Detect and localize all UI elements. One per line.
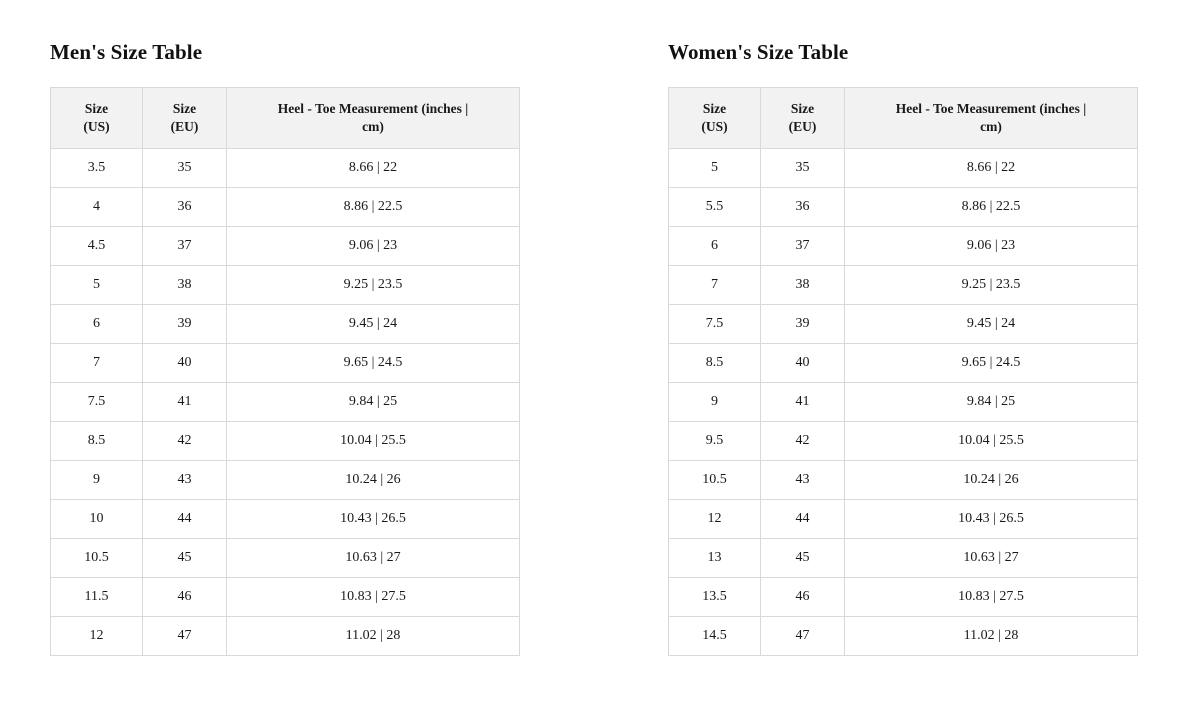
table-row	[669, 422, 1138, 461]
cell-size-us: 12	[669, 500, 761, 539]
cell-measurement: 10.63 | 27	[845, 539, 1138, 578]
cell-size-eu: 42	[761, 422, 845, 461]
cell-size-eu: 47	[761, 617, 845, 656]
cell-size-us: 10.5	[669, 461, 761, 500]
cell-size-eu: 38	[143, 266, 227, 305]
table-row	[669, 578, 1138, 617]
womens-table-head	[669, 88, 1138, 149]
table-row	[51, 383, 520, 422]
table-row	[51, 227, 520, 266]
cell-size-eu: 39	[761, 305, 845, 344]
cell-size-us: 6	[51, 305, 143, 344]
cell-size-eu: 45	[143, 539, 227, 578]
cell-size-eu: 42	[143, 422, 227, 461]
cell-size-eu: 37	[143, 227, 227, 266]
cell-measurement: 10.04 | 25.5	[845, 422, 1138, 461]
cell-size-us: 7.5	[51, 383, 143, 422]
cell-size-us: 9.5	[669, 422, 761, 461]
cell-size-us: 4	[51, 188, 143, 227]
mens-table-head	[51, 88, 520, 149]
table-row	[669, 344, 1138, 383]
cell-measurement: 8.66 | 22	[845, 149, 1138, 188]
table-row	[51, 344, 520, 383]
cell-size-eu: 35	[761, 149, 845, 188]
cell-size-us: 5	[51, 266, 143, 305]
table-row	[51, 149, 520, 188]
table-row	[669, 305, 1138, 344]
header-line-2: (EU)	[788, 119, 817, 135]
column-header-heel-toe-measurement	[227, 88, 520, 149]
table-row	[669, 539, 1138, 578]
header-line-2: cm)	[980, 119, 1002, 135]
cell-measurement: 11.02 | 28	[227, 617, 520, 656]
table-row	[669, 383, 1138, 422]
table-row	[669, 617, 1138, 656]
womens-size-table	[668, 87, 1138, 656]
table-row	[51, 188, 520, 227]
column-header-size-eu	[761, 88, 845, 149]
mens-size-table	[50, 87, 520, 656]
cell-size-eu: 38	[761, 266, 845, 305]
table-row	[669, 266, 1138, 305]
cell-measurement: 10.04 | 25.5	[227, 422, 520, 461]
cell-size-eu: 37	[761, 227, 845, 266]
cell-measurement: 8.86 | 22.5	[845, 188, 1138, 227]
cell-size-us: 7.5	[669, 305, 761, 344]
cell-size-eu: 39	[143, 305, 227, 344]
womens-table-body	[669, 149, 1138, 656]
table-row	[669, 461, 1138, 500]
cell-measurement: 9.06 | 23	[227, 227, 520, 266]
column-header-size-us	[669, 88, 761, 149]
column-header-heel-toe-measurement	[845, 88, 1138, 149]
cell-measurement: 9.65 | 24.5	[227, 344, 520, 383]
table-row	[51, 500, 520, 539]
cell-size-us: 3.5	[51, 149, 143, 188]
cell-size-us: 10.5	[51, 539, 143, 578]
womens-size-table-block	[668, 40, 1138, 656]
cell-size-us: 11.5	[51, 578, 143, 617]
cell-size-us: 4.5	[51, 227, 143, 266]
table-row	[51, 539, 520, 578]
mens-size-table-block	[50, 40, 520, 656]
cell-size-eu: 44	[143, 500, 227, 539]
table-header-row	[669, 88, 1138, 149]
table-row	[51, 266, 520, 305]
table-row	[669, 227, 1138, 266]
header-line-1: Size	[702, 101, 727, 116]
cell-size-eu: 44	[761, 500, 845, 539]
cell-measurement: 10.43 | 26.5	[227, 500, 520, 539]
cell-measurement: 10.24 | 26	[227, 461, 520, 500]
column-header-size-us	[51, 88, 143, 149]
table-header-row	[51, 88, 520, 149]
table-row	[669, 500, 1138, 539]
cell-size-us: 10	[51, 500, 143, 539]
cell-size-eu: 43	[143, 461, 227, 500]
cell-size-us: 9	[51, 461, 143, 500]
cell-size-us: 5.5	[669, 188, 761, 227]
header-line-1: Heel - Toe Measurement (inches |	[277, 101, 469, 116]
cell-measurement: 10.83 | 27.5	[845, 578, 1138, 617]
cell-size-us: 7	[51, 344, 143, 383]
cell-measurement: 11.02 | 28	[845, 617, 1138, 656]
cell-size-eu: 35	[143, 149, 227, 188]
table-row	[51, 305, 520, 344]
cell-size-us: 13.5	[669, 578, 761, 617]
cell-size-us: 8.5	[669, 344, 761, 383]
cell-size-eu: 40	[143, 344, 227, 383]
cell-measurement: 10.83 | 27.5	[227, 578, 520, 617]
table-row	[51, 617, 520, 656]
cell-size-eu: 36	[761, 188, 845, 227]
cell-size-us: 12	[51, 617, 143, 656]
cell-measurement: 9.84 | 25	[845, 383, 1138, 422]
cell-size-us: 13	[669, 539, 761, 578]
cell-size-us: 6	[669, 227, 761, 266]
mens-table-body	[51, 149, 520, 656]
table-row	[51, 422, 520, 461]
header-line-2: cm)	[362, 119, 384, 135]
mens-table-title: Men's Size Table	[50, 40, 203, 64]
cell-measurement: 9.25 | 23.5	[227, 266, 520, 305]
cell-size-us: 8.5	[51, 422, 143, 461]
cell-size-eu: 46	[761, 578, 845, 617]
womens-table-title: Women's Size Table	[668, 40, 849, 64]
column-header-size-eu	[143, 88, 227, 149]
cell-size-us: 14.5	[669, 617, 761, 656]
cell-measurement: 10.24 | 26	[845, 461, 1138, 500]
cell-measurement: 9.45 | 24	[227, 305, 520, 344]
cell-measurement: 9.84 | 25	[227, 383, 520, 422]
header-line-2: (US)	[83, 119, 110, 135]
cell-size-us: 5	[669, 149, 761, 188]
header-line-1: Size	[172, 101, 197, 116]
cell-measurement: 9.06 | 23	[845, 227, 1138, 266]
header-line-1: Size	[84, 101, 109, 116]
cell-size-us: 7	[669, 266, 761, 305]
cell-size-eu: 47	[143, 617, 227, 656]
cell-size-eu: 40	[761, 344, 845, 383]
cell-size-eu: 41	[761, 383, 845, 422]
cell-size-eu: 43	[761, 461, 845, 500]
cell-size-eu: 36	[143, 188, 227, 227]
table-row	[669, 149, 1138, 188]
header-line-2: (US)	[701, 119, 728, 135]
cell-size-eu: 46	[143, 578, 227, 617]
header-line-1: Size	[790, 101, 815, 116]
table-row	[669, 188, 1138, 227]
cell-measurement: 8.86 | 22.5	[227, 188, 520, 227]
cell-measurement: 10.43 | 26.5	[845, 500, 1138, 539]
cell-measurement: 9.45 | 24	[845, 305, 1138, 344]
cell-measurement: 10.63 | 27	[227, 539, 520, 578]
cell-size-eu: 41	[143, 383, 227, 422]
table-row	[51, 578, 520, 617]
cell-measurement: 8.66 | 22	[227, 149, 520, 188]
cell-size-us: 9	[669, 383, 761, 422]
header-line-2: (EU)	[170, 119, 199, 135]
header-line-1: Heel - Toe Measurement (inches |	[895, 101, 1087, 116]
cell-measurement: 9.65 | 24.5	[845, 344, 1138, 383]
cell-measurement: 9.25 | 23.5	[845, 266, 1138, 305]
table-row	[51, 461, 520, 500]
cell-size-eu: 45	[761, 539, 845, 578]
